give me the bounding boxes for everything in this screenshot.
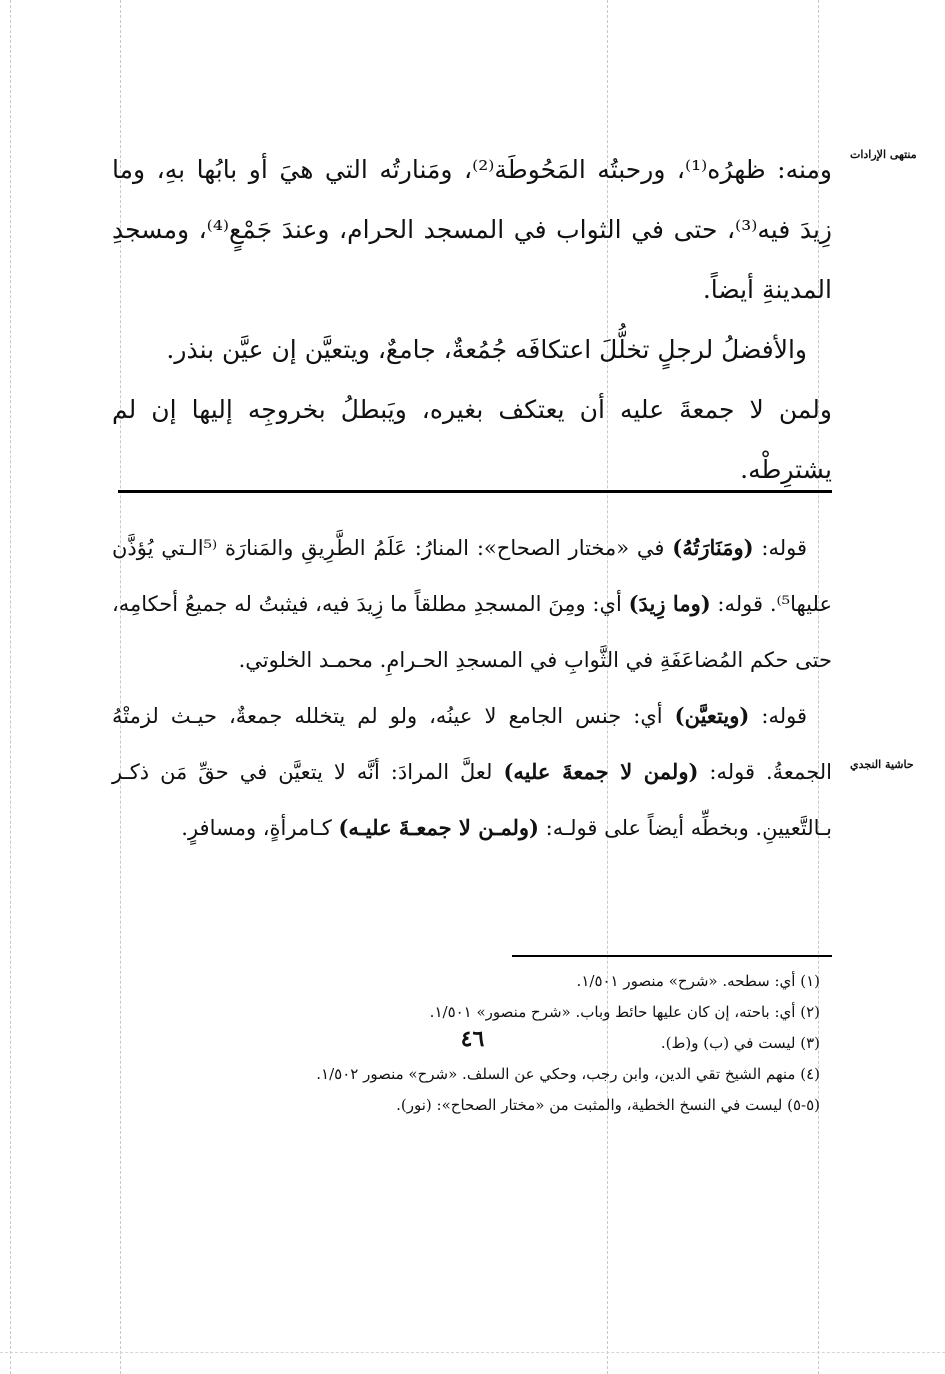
main-paragraph-3: ولمن لا جمعةَ عليه أن يعتكف بغيره، ويَبطلُ بخروجِه إليها إن لم يشترِطْه. — [112, 395, 832, 484]
main-text — [112, 140, 832, 500]
quoted-phrase: (ومَنَارَتُهُ) — [672, 535, 754, 560]
footnote-2: (٢) أي: باحته، إن كان عليها حائط وباب. «شرح منصور» ١/٥٠١. — [429, 1003, 820, 1021]
scan-guide-left — [10, 0, 11, 1374]
quoted-phrase: (ولمن لا جمعةَ عليه) — [503, 759, 699, 784]
quoted-phrase: (وما زِيدَ) — [628, 591, 711, 616]
scan-guide-bottom — [0, 1352, 945, 1353]
footnote-5: (٥-٥) ليست في النسخ الخطية، والمثبت من «مختار الصحاح»: (نور). — [396, 1096, 820, 1114]
margin-label-commentary: حاشية النجدي — [850, 758, 914, 771]
page-number: ٤٦ — [460, 1026, 485, 1052]
footnote-3: (٣) ليست في (ب) و(ط). — [660, 1034, 820, 1052]
footnote-4: (٤) منهم الشيخ تقي الدين، وابن رجب، وحكي عن السلف. «شرح» منصور ١/٥٠٢. — [316, 1065, 820, 1083]
text-commentary-divider — [118, 490, 832, 493]
main-paragraph-2: والأفضلُ لرجلٍ تخلُّلَ اعتكافَه جُمُعةٌ، جامعٌ، ويتعيَّن إن عيَّن بنذر. — [166, 335, 807, 364]
quoted-phrase: (ويتعيَّن) — [674, 703, 750, 728]
commentary-paragraph-1: قوله: (ومَنَارَتُهُ) في «مختار الصحاح»: المنارُ: عَلَمُ الطَّرِيقِ والمَنارَة ⁽⁵الـتي يُؤذَّن عليها⁵⁾. قوله: (وما زِيدَ) أي: ومِنَ المسجدِ مطلقاً ما زِيدَ فيه، فيثبتُ له جميعُ أحكامِه، حتى حكم المُضاعَفَةِ في الثَّوابِ في المسجدِ الحـرامِ. محمـد الخلوتي. — [112, 535, 832, 672]
quoted-phrase: (ولمـن لا جمعـةَ عليـه) — [338, 815, 539, 840]
footnote-1: (١) أي: سطحه. «شرح» منصور ١/٥٠١. — [576, 972, 820, 990]
margin-label-book: منتهى الإرادات — [850, 148, 917, 161]
main-paragraph-1: ومنه: ظهرُه⁽¹⁾، ورحبتُه المَحُوطَة⁽²⁾، ومَنارتُه التي هيَ أو بابُها بهِ، وما زِيدَ فيه⁽³⁾، حتى في الثواب في المسجد الحرام، وعندَ جَمْعٍ⁽⁴⁾، ومسجدِ المدينةِ أيضاً. — [112, 155, 833, 304]
commentary-paragraph-2: قوله: (ويتعيَّن) أي: جنس الجامع لا عينُه، ولو لم يتخلله جمعةٌ، حيـث لزمتْهُ الجمعةُ. قوله: (ولمن لا جمعةَ عليه) لعلَّ المرادَ: أنَّه لا يتعيَّن في حقِّ مَن ذكـر بـالتَّعيينِ. وبخطِّه أيضاً على قولـه: (ولمـن لا جمعـةَ عليـه) كـامرأةٍ، ومسافرٍ. — [112, 703, 832, 840]
commentary — [112, 520, 832, 856]
footnote-rule — [512, 955, 832, 957]
